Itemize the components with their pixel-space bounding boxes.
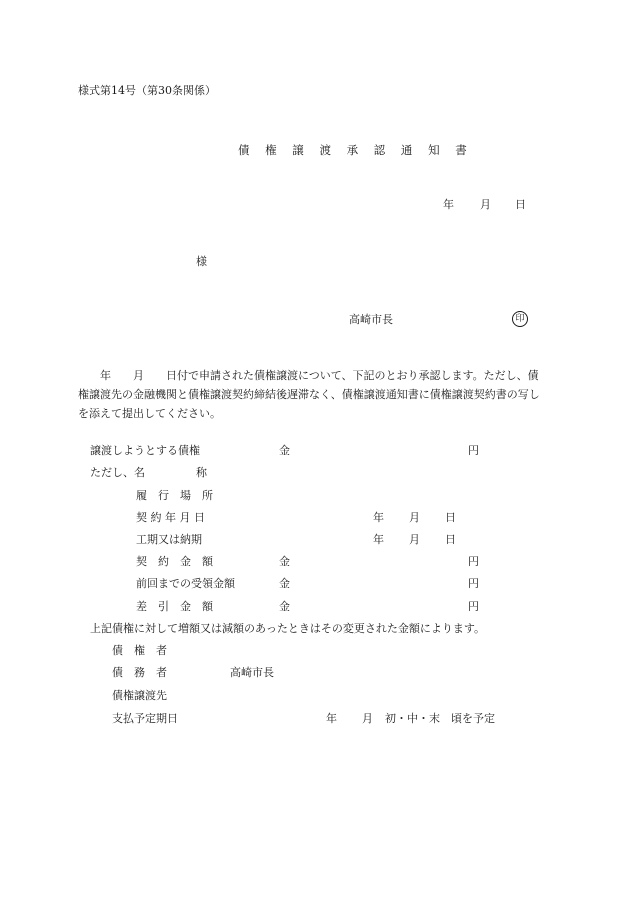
payment-period: 初・中・末 頃を予定	[385, 712, 495, 725]
payment-year: 年	[326, 712, 337, 725]
date-month: 月	[480, 198, 491, 211]
debtor-label: 債 務 者	[112, 666, 167, 679]
assignee-label: 債権譲渡先	[112, 689, 167, 702]
contract-date-day: 日	[445, 511, 456, 524]
place-label: 履 行 場 所	[136, 489, 213, 502]
construction-period-year: 年	[373, 533, 384, 546]
claim-label: 譲渡しようとする債権	[90, 444, 200, 457]
date-day: 日	[515, 198, 526, 211]
tadashi-name: ただし、名	[90, 466, 145, 479]
contract-amount-label: 契 約 金 額	[136, 555, 213, 568]
contract-date-year: 年	[373, 511, 384, 524]
claim-kin: 金	[279, 444, 290, 457]
net-amount-kin: 金	[279, 600, 290, 613]
creditor-label: 債 権 者	[112, 644, 167, 657]
construction-period-label: 工期又は納期	[136, 533, 202, 546]
prior-received-kin: 金	[279, 577, 290, 590]
contract-date-label: 契 約 年 月 日	[136, 511, 205, 524]
contract-amount-kin: 金	[279, 555, 290, 568]
net-amount-label: 差 引 金 額	[136, 600, 213, 613]
construction-period-day: 日	[445, 533, 456, 546]
prior-received-yen: 円	[468, 577, 479, 590]
debtor-name: 高崎市長	[230, 666, 274, 679]
change-note: 上記債権に対して増額又は減額のあったときはその変更された金額によります。	[90, 622, 486, 635]
payment-date-label: 支払予定期日	[112, 712, 178, 725]
name-end: 称	[196, 466, 207, 479]
document-title: 債 権 譲 渡 承 認 通 知 書	[238, 143, 473, 157]
net-amount-yen: 円	[468, 600, 479, 613]
form-number: 様式第14号（第30条関係）	[78, 84, 216, 97]
addressee-suffix: 様	[196, 255, 207, 268]
payment-month: 月	[362, 712, 373, 725]
issuer: 高崎市長	[349, 313, 393, 326]
body-paragraph: 年 月 日付で申請された債権譲渡について、下記のとおり承認します。ただし、債権譲渡先の金融機関と債権譲渡契約締結後遅滞なく、債権譲渡通知書に債権譲渡契約書の写しを添えて提出してください。	[78, 369, 540, 420]
prior-received-label: 前回までの受領金額	[136, 577, 235, 590]
contract-amount-yen: 円	[468, 555, 479, 568]
date-year: 年	[443, 198, 454, 211]
seal-mark: 印	[512, 311, 528, 327]
claim-yen: 円	[468, 444, 479, 457]
construction-period-month: 月	[409, 533, 420, 546]
contract-date-month: 月	[409, 511, 420, 524]
